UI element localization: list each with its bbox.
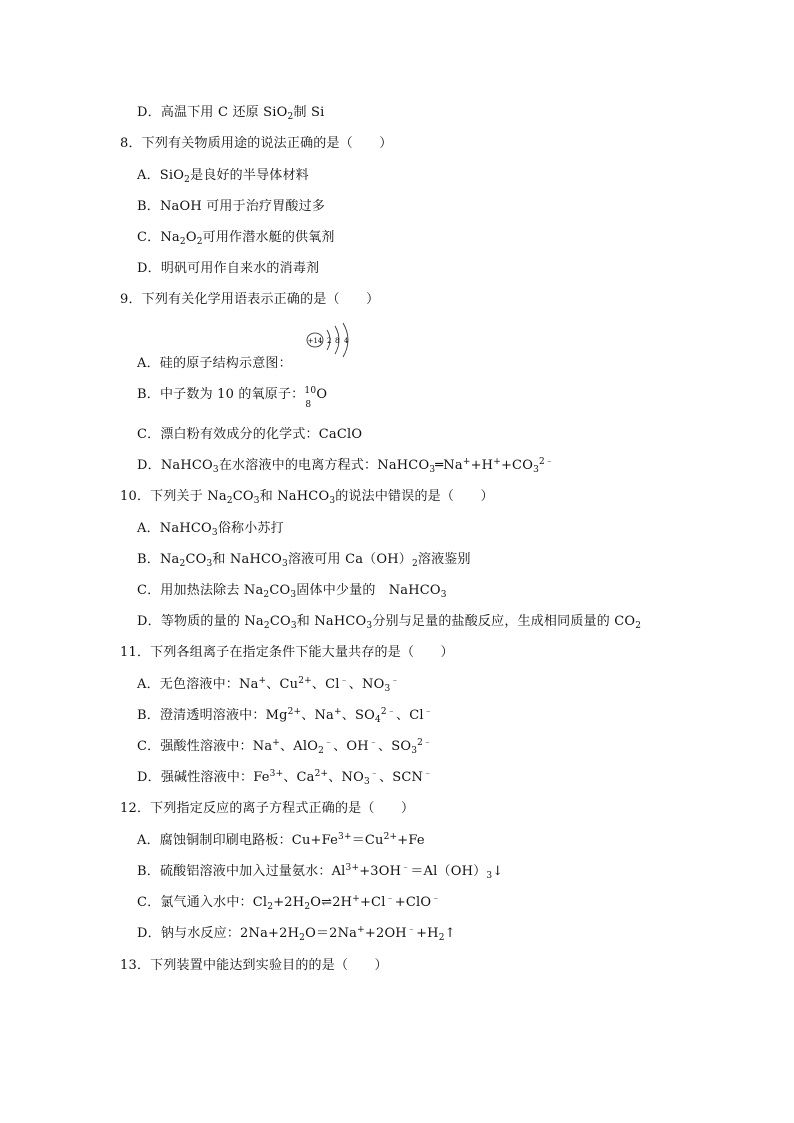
q12-stem: 12．下列指定反应的离子方程式正确的是（ ）	[120, 801, 415, 816]
q11-option-a: A．无色溶液中：Na+、$Cu^{2+}$、Cl﹣、$NO_3^﹣$	[137, 676, 400, 694]
q12-option-b: B．硫酸铝溶液中加入过量氨水：$Al^{3+}+3OH^﹣=Al(OH)_3↓$	[137, 863, 504, 881]
q11-option-b: B．澄清透明溶液中：$Mg^{2+}$、Na+、$SO_4^{2﹣}$、Cl﹣	[137, 707, 433, 725]
q9-option-d: D．NaHCO$_3$在水溶液中的电离方程式：$NaHCO_3═Na^++H^++CO_3^{2﹣}$	[137, 457, 555, 475]
q8-option-a: A．SiO$_2$是良好的半导体材料	[137, 168, 309, 185]
silicon-atom-structure-diagram	[305, 318, 365, 358]
q10-stem: 10．下列关于 $Na_2CO_3$和 NaHCO$_3$的说法中错误的是（ ）	[120, 489, 494, 506]
q9-option-b: B．中子数为 10 的氧原子： 10 8 O	[137, 386, 328, 410]
q8-option-d: D．明矾可用作自来水的消毒剂	[137, 261, 320, 276]
q9-option-c: C．漂白粉有效成分的化学式：CaClO	[137, 427, 363, 442]
shell-3-electrons: 4	[344, 337, 349, 345]
q11-option-c: C．强酸性溶液中：Na+、AlO$_2$﹣、OH﹣、$SO_3^{2﹣}$	[137, 738, 433, 756]
atom-nucleus-charge: +14	[307, 337, 323, 345]
q12-option-a: A．腐蚀铜制印刷电路板：$Cu+Fe^{3+}=Cu^{2+}+Fe$	[137, 832, 425, 848]
q10-option-a: A．NaHCO$_3$俗称小苏打	[137, 521, 284, 538]
q9-option-a: A．硅的原子结构示意图：	[137, 356, 292, 371]
q13-stem: 13．下列装置中能达到实验目的的是（ ）	[120, 958, 388, 973]
q12-option-c: C．氯气通入水中：$Cl_2+2H_2O\rightleftharpoons 2H^++Cl^﹣+ClO^﹣$	[137, 894, 441, 912]
q10-option-c: C．用加热法除去 $Na_2CO_3$固体中少量的 NaHCO$_3$	[137, 583, 447, 600]
q12-option-d: D．钠与水反应：$2Na+2H_2O=2Na^++2OH^﹣+H_2↑$	[137, 925, 456, 943]
shell-1-electrons: 2	[327, 337, 332, 345]
q11-option-d: D．强碱性溶液中：$Fe^{3+}$、$Ca^{2+}$、$NO_3^﹣$、SCN﹣	[137, 769, 433, 787]
q9-stem: 9．下列有关化学用语表示正确的是（ ）	[120, 292, 380, 307]
q11-stem: 11．下列各组离子在指定条件下能大量共存的是（ ）	[120, 645, 454, 660]
shell-2-electrons: 8	[335, 337, 340, 345]
q8-option-c: C．$Na_2O_2$可用作潜水艇的供氧剂	[137, 230, 335, 247]
q8-option-b: B．NaOH 可用于治疗胃酸过多	[137, 199, 326, 214]
q10-option-d: D．等物质的量的 $Na_2CO_3$和 NaHCO$_3$分别与足量的盐酸反应，生成相同质量的 $CO_2$	[137, 614, 642, 631]
q10-option-b: B．$Na_2CO_3$和 NaHCO$_3$溶液可用 $Ca(OH)_2$溶液鉴别	[137, 552, 471, 569]
oxygen-isotope-notation: 10 8	[304, 386, 317, 410]
q8-stem: 8．下列有关物质用途的说法正确的是（ ）	[120, 136, 393, 151]
q7-option-d: D．高温下用 C 还原 SiO$_2$制 Si	[137, 105, 325, 122]
